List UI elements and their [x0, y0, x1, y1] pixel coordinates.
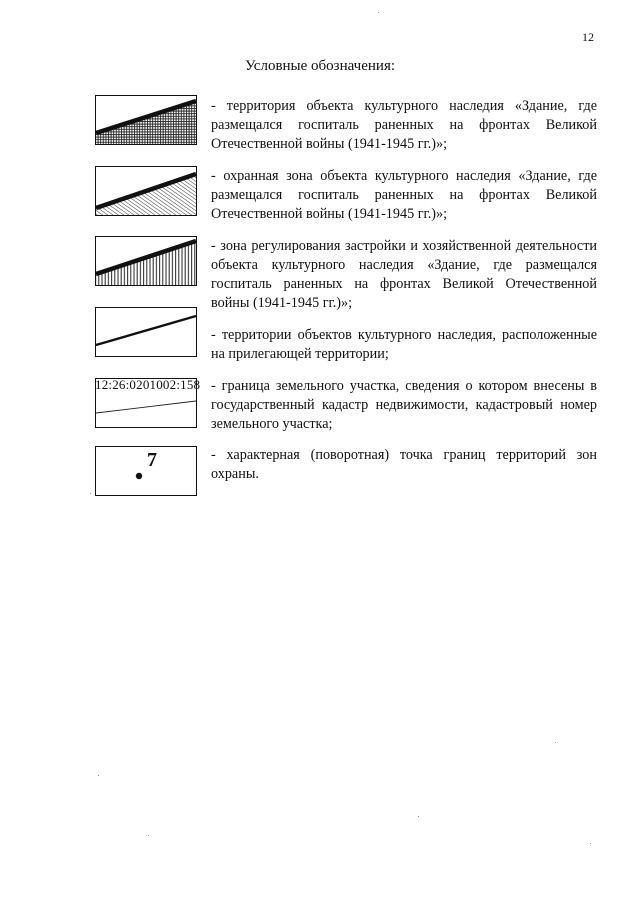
scan-speck — [98, 775, 99, 776]
point-number-label: 7 — [147, 449, 157, 471]
legend-item-protection-zone-text: - охранная зона объекта культурного наследия «Здание, где размещался госпиталь раненных на фронтах Великой Отечественной войны (1941-1945 гг.)»; — [211, 168, 597, 222]
page-number: 12 — [582, 30, 594, 44]
legend-item-point-text: - характерная (поворотная) точка границ территорий зон охраны. — [211, 447, 597, 482]
scan-speck — [378, 12, 379, 13]
scan-speck — [90, 493, 91, 494]
protection-zone-symbol-icon — [95, 166, 197, 216]
heritage-boundary-symbol-icon — [95, 307, 197, 357]
scan-speck — [555, 742, 556, 743]
scan-speck — [418, 816, 419, 817]
regulation-zone-symbol-icon — [95, 236, 197, 286]
scan-speck — [148, 835, 149, 836]
legend-item-territory-text: - территория объекта культурного наследия «Здание, где размещался госпиталь раненных на фронтах Великой Отечественной войны (1941-1945 гг.)»; — [211, 98, 597, 152]
page-title: Условные обозначения: — [244, 58, 396, 74]
territory-symbol-icon — [95, 95, 197, 145]
legend-item-heritage-boundary-text: - территории объектов культурного наследия, расположенные на прилегающей территории; — [211, 327, 597, 362]
scan-speck — [590, 843, 591, 844]
characteristic-point-symbol-icon — [95, 446, 197, 496]
legend-item-regulation-zone-text: - зона регулирования застройки и хозяйственной деятельности объекта культурного наследия «Здание, где размещался госпиталь раненных на фронтах Великой Отечественной войны (1941-1945 гг.)»; — [211, 238, 597, 311]
legend-item-land-plot-text: - граница земельного участка, сведения о котором внесены в государственный кадастр недвижимости, кадастровый номер земельного участка; — [211, 378, 597, 432]
cadastral-number-label: 12:26:0201002:158 — [95, 377, 201, 392]
